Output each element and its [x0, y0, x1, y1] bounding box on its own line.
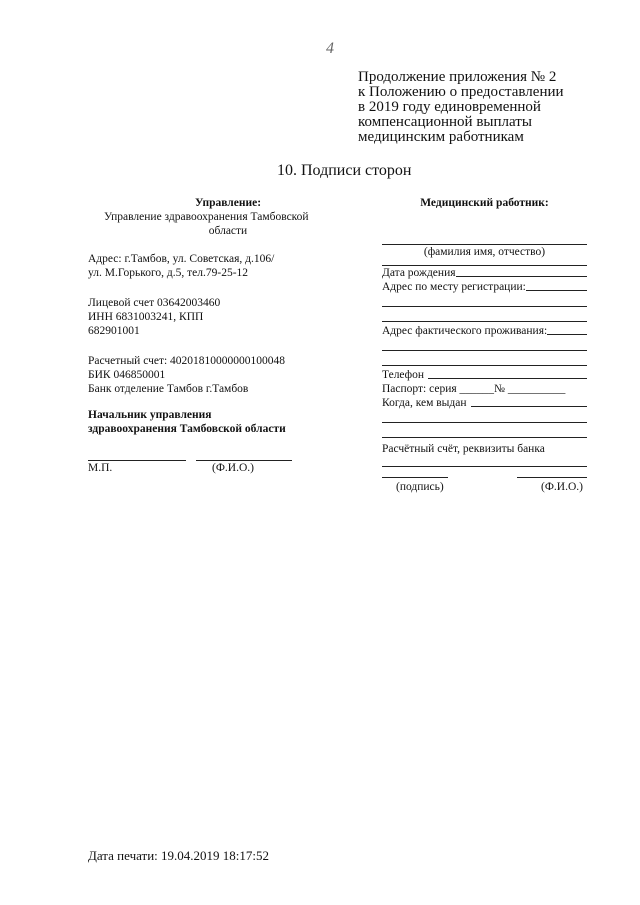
- personal-account: Лицевой счет 03642003460: [88, 297, 221, 309]
- birth-date-row: [382, 266, 587, 280]
- worker-signature-lines: [382, 467, 587, 481]
- issued-by-line-3: [382, 423, 587, 438]
- name-line-2: [382, 259, 587, 266]
- stamp-signature-line: [88, 460, 186, 461]
- passport-row: Паспорт: серия ______№ __________: [382, 383, 566, 395]
- name-hint: (фамилия имя, отчество): [423, 246, 546, 258]
- organization-address-cont: ул. М.Горького, д.5, тел.79-25-12: [88, 267, 249, 279]
- organization-name-cont: области: [208, 225, 248, 237]
- reg-address-line-2: [382, 294, 587, 307]
- fio-signature-line: [196, 460, 292, 461]
- appendix-line: медицинским работникам: [358, 129, 524, 145]
- worker-signature-line: [382, 477, 448, 478]
- appendix-line: компенсационной выплаты: [358, 114, 532, 130]
- section-title: 10. Подписи сторон: [277, 162, 412, 179]
- head-title-cont: здравоохранения Тамбовской области: [88, 423, 286, 435]
- issued-by-line-2: [382, 410, 587, 423]
- worker-fio-label: (Ф.И.О.): [541, 481, 583, 493]
- head-title: Начальник управления: [88, 409, 212, 421]
- appendix-line: Продолжение приложения № 2: [358, 69, 557, 85]
- appendix-header: [358, 70, 564, 145]
- organization-address: Адрес: г.Тамбов, ул. Советская, д.106/: [88, 253, 275, 265]
- reg-address-line: [526, 280, 587, 291]
- worker-signature-captions: [382, 481, 587, 495]
- phone-line: [428, 368, 587, 379]
- reg-address-label: Адрес по месту регистрации:: [382, 281, 526, 293]
- bank-name: Банк отделение Тамбов г.Тамбов: [88, 383, 249, 395]
- name-line: [382, 230, 587, 245]
- worker-fio-line: [517, 477, 587, 478]
- actual-address-line-3: [382, 351, 587, 366]
- bik: БИК 046850001: [88, 369, 166, 381]
- bank-details-label: Расчётный счёт, реквизиты банка: [382, 443, 545, 455]
- actual-address-row: [382, 324, 587, 338]
- appendix-line: в 2019 году единовременной: [358, 99, 541, 115]
- signature-lines: [88, 448, 348, 462]
- phone-row: [382, 368, 587, 382]
- kpp-value: 682901001: [88, 325, 140, 337]
- birth-date-line: [456, 266, 587, 277]
- reg-address-row: [382, 280, 587, 294]
- actual-address-line: [547, 324, 587, 335]
- phone-label: Телефон: [382, 369, 425, 381]
- organization-block: [88, 196, 348, 476]
- issued-by-row: [382, 396, 587, 410]
- inn-kpp: ИНН 6831003241, КПП: [88, 311, 204, 323]
- issued-by-line: [471, 396, 587, 407]
- fio-label: (Ф.И.О.): [212, 462, 254, 474]
- appendix-line: к Положению о предоставлении: [358, 84, 564, 100]
- birth-date-label: Дата рождения: [382, 267, 456, 279]
- signature-captions: [88, 462, 348, 476]
- print-date: Дата печати: 19.04.2019 18:17:52: [88, 848, 270, 863]
- organization-name: Управление здравоохранения Тамбовской: [104, 211, 309, 223]
- settlement-account: Расчетный счет: 40201810000000100048: [88, 355, 286, 367]
- medical-worker-block: [382, 196, 587, 495]
- page-number: 4: [326, 40, 334, 57]
- actual-address-line-2: [382, 338, 587, 351]
- stamp-label: М.П.: [88, 462, 113, 474]
- reg-address-line-3: [382, 307, 587, 322]
- bank-details-line: [382, 456, 587, 467]
- worker-signature-label: (подпись): [396, 481, 444, 493]
- worker-heading: Медицинский работник:: [420, 197, 549, 209]
- issued-by-label: Когда, кем выдан: [382, 397, 467, 409]
- actual-address-label: Адрес фактического проживания:: [382, 325, 548, 337]
- organization-heading: Управление:: [194, 197, 262, 209]
